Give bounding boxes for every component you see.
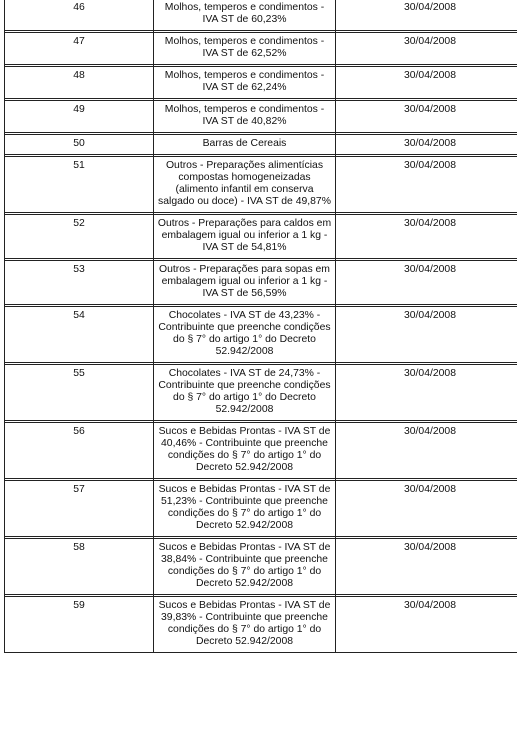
item-description-cell: Barras de Cereais <box>154 135 336 155</box>
table-row <box>5 101 517 133</box>
item-number-cell: 55 <box>5 365 154 421</box>
item-description-cell: Chocolates - IVA ST de 43,23% - Contribuinte que preenche condições do § 7° do artigo 1° do Decreto 52.942/2008 <box>154 307 336 363</box>
item-description-cell: Outros - Preparações para caldos em embalagem igual ou inferior a 1 kg - IVA ST de 54,81% <box>154 215 336 259</box>
item-description-cell: Molhos, temperos e condimentos - IVA ST de 62,24% <box>154 67 336 99</box>
item-number-cell: 54 <box>5 307 154 363</box>
table-row <box>5 261 517 305</box>
table-row <box>5 481 517 537</box>
item-description-cell: Chocolates - IVA ST de 24,73% - Contribuinte que preenche condições do § 7° do artigo 1° do Decreto 52.942/2008 <box>154 365 336 421</box>
product-table <box>4 0 517 653</box>
item-number-cell: 46 <box>5 0 154 31</box>
item-number-cell: 52 <box>5 215 154 259</box>
item-description-cell: Sucos e Bebidas Prontas - IVA ST de 38,84% - Contribuinte que preenche condições do § 7° do artigo 1° do Decreto 52.942/2008 <box>154 539 336 595</box>
item-number-cell: 53 <box>5 261 154 305</box>
item-date-cell: 30/04/2008 <box>336 33 517 65</box>
item-description-cell: Sucos e Bebidas Prontas - IVA ST de 40,46% - Contribuinte que preenche condições do § 7° do artigo 1° do Decreto 52.942/2008 <box>154 423 336 479</box>
table-row <box>5 135 517 155</box>
item-description-cell: Molhos, temperos e condimentos - IVA ST de 60,23% <box>154 0 336 31</box>
item-date-cell: 30/04/2008 <box>336 157 517 213</box>
item-date-cell: 30/04/2008 <box>336 481 517 537</box>
item-description-cell: Outros - Preparações alimentícias compostas homogeneizadas (alimento infantil em conserva salgado ou doce) - IVA ST de 49,87% <box>154 157 336 213</box>
item-date-cell: 30/04/2008 <box>336 101 517 133</box>
item-number-cell: 56 <box>5 423 154 479</box>
item-description-cell: Molhos, temperos e condimentos - IVA ST de 40,82% <box>154 101 336 133</box>
item-description-cell: Sucos e Bebidas Prontas - IVA ST de 51,23% - Contribuinte que preenche condições do § 7° do artigo 1° do Decreto 52.942/2008 <box>154 481 336 537</box>
table-row <box>5 365 517 421</box>
item-date-cell: 30/04/2008 <box>336 215 517 259</box>
item-number-cell: 58 <box>5 539 154 595</box>
table-row <box>5 307 517 363</box>
item-number-cell: 49 <box>5 101 154 133</box>
item-date-cell: 30/04/2008 <box>336 0 517 31</box>
item-date-cell: 30/04/2008 <box>336 261 517 305</box>
item-date-cell: 30/04/2008 <box>336 539 517 595</box>
table-row <box>5 215 517 259</box>
table-row <box>5 597 517 653</box>
table-row <box>5 539 517 595</box>
item-description-cell: Molhos, temperos e condimentos - IVA ST de 62,52% <box>154 33 336 65</box>
item-number-cell: 47 <box>5 33 154 65</box>
table-row <box>5 0 517 31</box>
item-date-cell: 30/04/2008 <box>336 597 517 653</box>
item-description-cell: Outros - Preparações para sopas em embalagem igual ou inferior a 1 kg - IVA ST de 56,59% <box>154 261 336 305</box>
item-number-cell: 48 <box>5 67 154 99</box>
table-row <box>5 423 517 479</box>
item-date-cell: 30/04/2008 <box>336 135 517 155</box>
table-row <box>5 157 517 213</box>
item-number-cell: 57 <box>5 481 154 537</box>
item-date-cell: 30/04/2008 <box>336 67 517 99</box>
item-number-cell: 50 <box>5 135 154 155</box>
item-description-cell: Sucos e Bebidas Prontas - IVA ST de 39,83% - Contribuinte que preenche condições do § 7° do artigo 1° do Decreto 52.942/2008 <box>154 597 336 653</box>
item-number-cell: 59 <box>5 597 154 653</box>
table-row <box>5 33 517 65</box>
item-date-cell: 30/04/2008 <box>336 423 517 479</box>
item-date-cell: 30/04/2008 <box>336 307 517 363</box>
table-row <box>5 67 517 99</box>
item-number-cell: 51 <box>5 157 154 213</box>
item-date-cell: 30/04/2008 <box>336 365 517 421</box>
product-table-body <box>5 0 517 653</box>
